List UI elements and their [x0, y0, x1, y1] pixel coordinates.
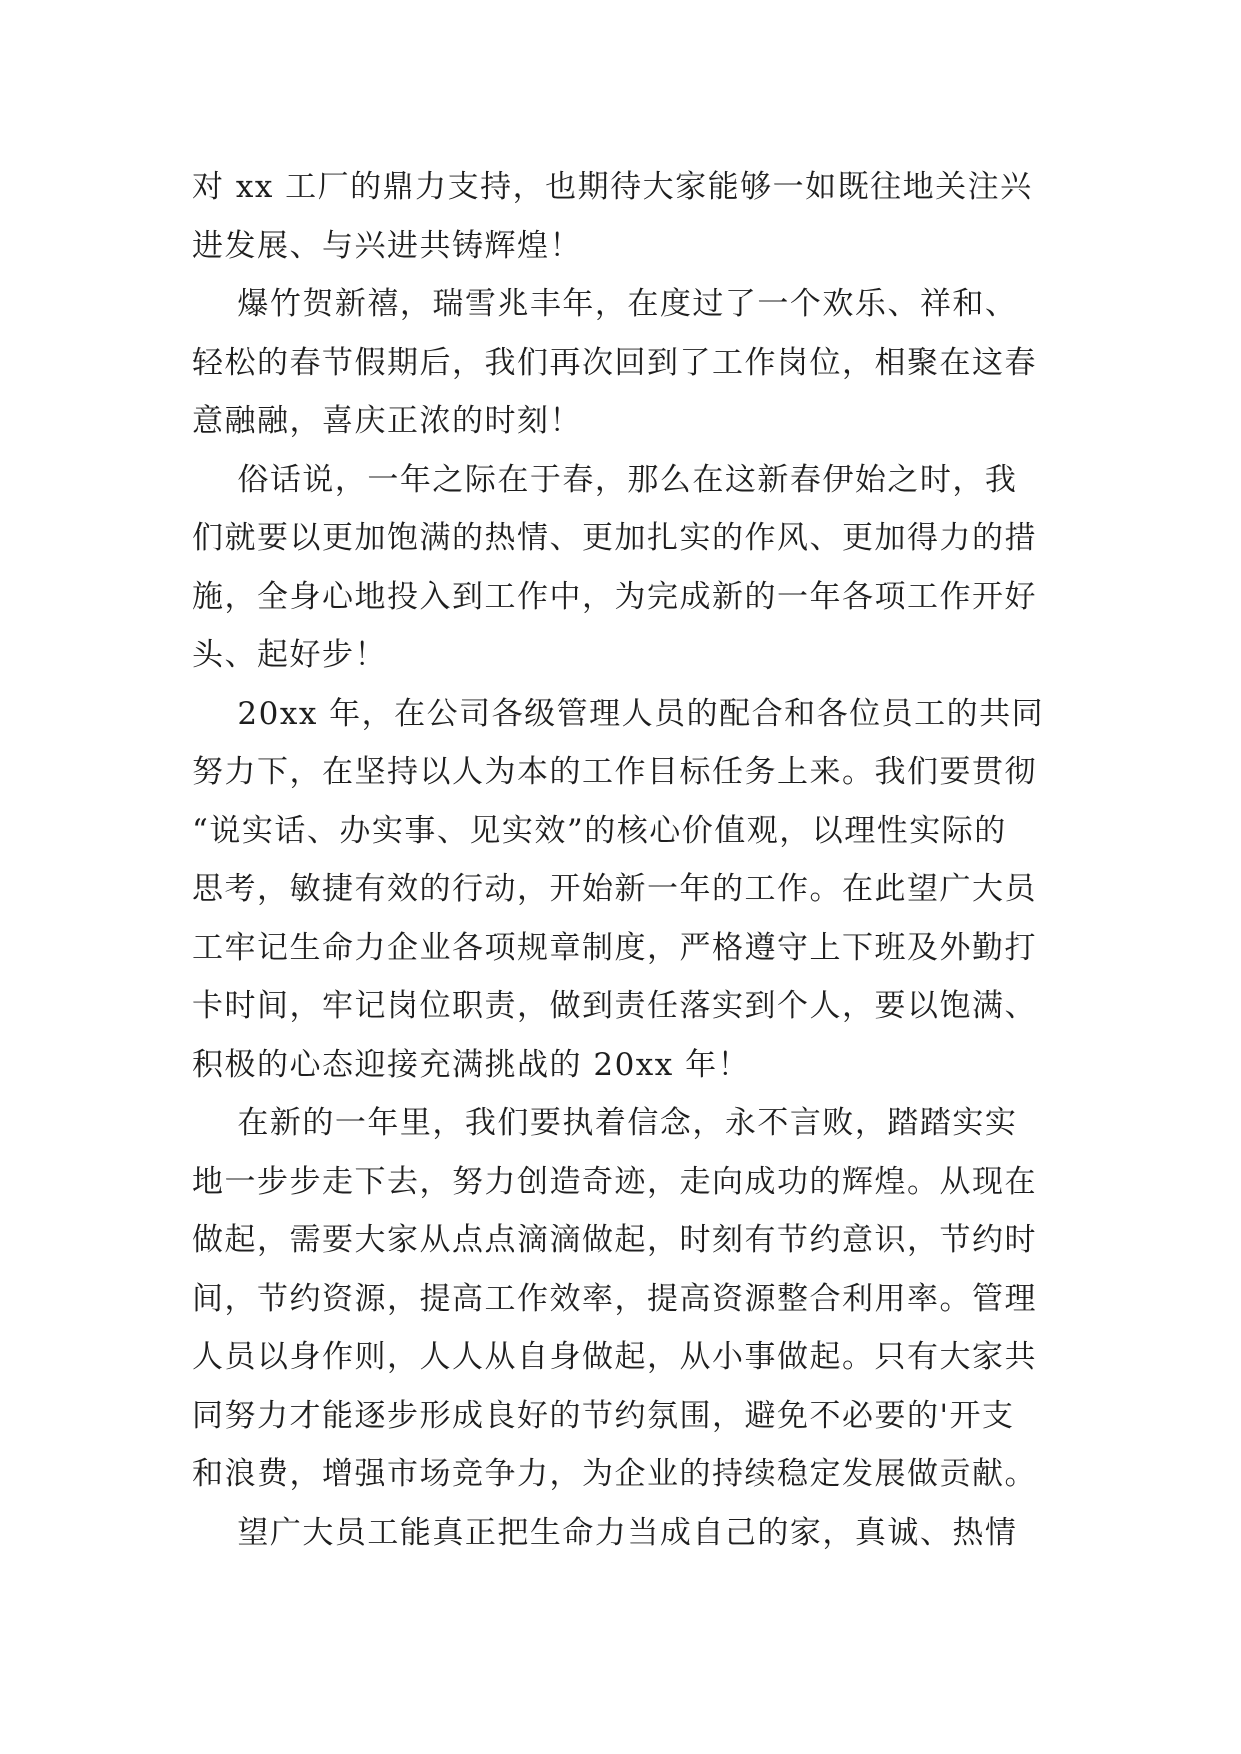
text-line-21: 人员以身作则，人人从自身做起，从小事做起。只有大家共 — [192, 1339, 1037, 1375]
text-line-22: 同努力才能逐步形成良好的节约氛围，避免不必要的'开支 — [192, 1397, 1015, 1434]
text-line-6: 俗话说，一年之际在于春，那么在这新春伊始之时，我 — [192, 461, 1018, 498]
body-text — [192, 158, 1062, 1562]
text-line-17: 在新的一年里，我们要执着信念，永不言败，踏踏实实 — [192, 1105, 1018, 1141]
text-line-3: 爆竹贺新禧，瑞雪兆丰年，在度过了一个欢乐、祥和、 — [192, 286, 1018, 322]
text-line-13: 思考，敏捷有效的行动，开始新一年的工作。在此望广大员 — [192, 871, 1037, 907]
text-line-9: 头、起好步！ — [192, 637, 387, 673]
text-line-19: 做起，需要大家从点点滴滴做起，时刻有节约意识，节约时 — [192, 1222, 1037, 1258]
text-line-5: 意融融，喜庆正浓的时刻！ — [192, 403, 582, 439]
text-line-20: 间，节约资源，提高工作效率，提高资源整合利用率。管理 — [192, 1280, 1037, 1317]
text-line-10: 20xx 年，在公司各级管理人员的配合和各位员工的共同 — [192, 695, 1045, 732]
text-line-15: 卡时间，牢记岗位职责，做到责任落实到个人，要以饱满、 — [192, 988, 1037, 1024]
text-line-7: 们就要以更加饱满的热情、更加扎实的作风、更加得力的措 — [192, 520, 1037, 556]
text-line-1: 对 xx 工厂的鼎力支持，也期待大家能够一如既往地关注兴 — [192, 169, 1033, 205]
text-line-2: 进发展、与兴进共铸辉煌！ — [192, 227, 582, 264]
text-line-16: 积极的心态迎接充满挑战的 20xx 年！ — [192, 1046, 751, 1083]
text-line-11: 努力下，在坚持以人为本的工作目标任务上来。我们要贯彻 — [192, 754, 1037, 790]
text-line-18: 地一步步走下去，努力创造奇迹，走向成功的辉煌。从现在 — [192, 1163, 1037, 1200]
text-line-4: 轻松的春节假期后，我们再次回到了工作岗位，相聚在这春 — [192, 344, 1037, 381]
text-line-12: “说实话、办实事、见实效”的核心价值观，以理性实际的 — [192, 812, 1007, 849]
text-line-24: 望广大员工能真正把生命力当成自己的家，真诚、热情 — [192, 1514, 1018, 1551]
text-line-14: 工牢记生命力企业各项规章制度，严格遵守上下班及外勤打 — [192, 929, 1037, 966]
text-line-23: 和浪费，增强市场竞争力，为企业的持续稳定发展做贡献。 — [192, 1456, 1037, 1492]
text-line-8: 施，全身心地投入到工作中，为完成新的一年各项工作开好 — [192, 578, 1037, 615]
